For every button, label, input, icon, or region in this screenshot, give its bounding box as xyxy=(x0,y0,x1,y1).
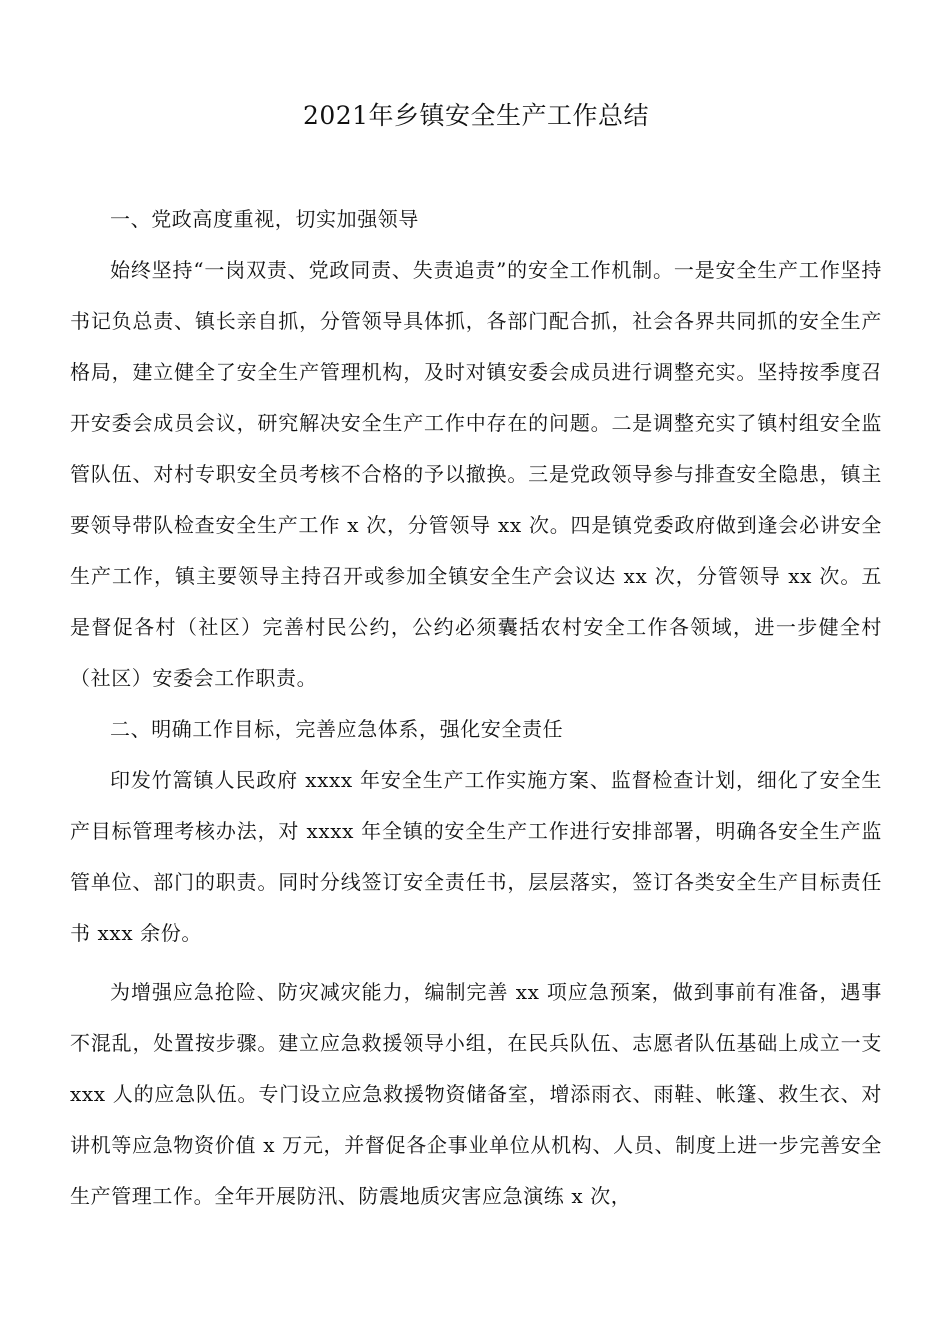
paragraph: 始终坚持“一岗双责、党政同责、失责追责”的安全工作机制。一是安全生产工作坚持书记负总责、镇长亲自抓，分管领导具体抓，各部门配合抓，社会各界共同抓的安全生产格局，建立健全了安全生产管理机构，及时对镇安委会成员进行调整充实。坚持按季度召开安委会成员会议，研究解决安全生产工作中存在的问题。二是调整充实了镇村组安全监管队伍、对村专职安全员考核不合格的予以撤换。三是党政领导参与排查安全隐患，镇主要领导带队检查安全生产工作 x 次，分管领导 xx 次。四是镇党委政府做到逢会必讲安全生产工作，镇主要领导主持召开或参加全镇安全生产会议达 xx 次，分管领导 xx 次。五是督促各村（社区）完善村民公约，公约必须囊括农村安全工作各领域，进一步健全村（社区）安委会工作职责。 xyxy=(70,258,882,690)
section-1 xyxy=(70,194,882,704)
section-2 xyxy=(70,704,882,1222)
section-heading: 一、党政高度重视，切实加强领导 xyxy=(110,207,419,231)
section-heading: 二、明确工作目标，完善应急体系，强化安全责任 xyxy=(110,717,564,741)
paragraph: 印发竹篙镇人民政府 xxxx 年安全生产工作实施方案、监督检查计划，细化了安全生产目标管理考核办法，对 xxxx 年全镇的安全生产工作进行安排部署，明确各安全生产监管单位、部门的职责。同时分线签订安全责任书，层层落实，签订各类安全生产目标责任书 xxx 余份。 xyxy=(70,768,882,945)
paragraph: 为增强应急抢险、防灾减灾能力，编制完善 xx 项应急预案，做到事前有准备，遇事不混乱，处置按步骤。建立应急救援领导小组，在民兵队伍、志愿者队伍基础上成立一支 xxx 人的应急队伍。专门设立应急救援物资储备室，增添雨衣、雨鞋、帐篷、救生衣、对讲机等应急物资价值 x 万元，并督促各企事业单位从机构、人员、制度上进一步完善安全生产管理工作。全年开展防汛、防震地质灾害应急演练 x 次， xyxy=(70,980,882,1208)
document-page xyxy=(70,98,882,1222)
document-title: 2021年乡镇安全生产工作总结 xyxy=(302,101,650,130)
